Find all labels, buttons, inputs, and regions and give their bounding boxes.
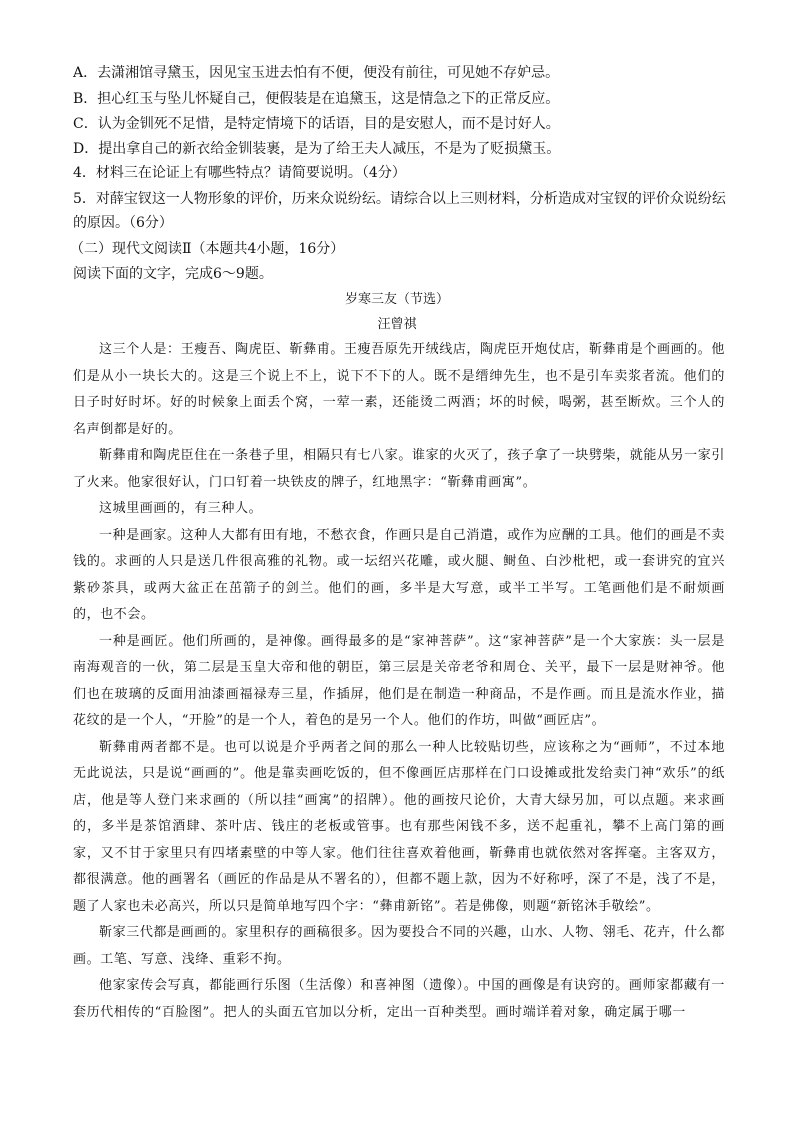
paragraph: 这城里画画的，有三种人。 (99, 501, 263, 516)
paragraph: 他家家传会写真，都能画行乐图（生活像）和喜神图（遗像）。中国的画像是有诀窍的。画师家都藏有一套历代相传的“百脸图”。把人的头面五官加以分析，定出一百种类型。画时端详着对象，确定属于哪一 (73, 978, 725, 1020)
paragraph: 靳彝甫两者都不是。也可以说是介乎两者之间的那么一种人比较贴切些，应该称之为“画师”，不过本地无此说法，只是说“画画的”。他是靠卖画吃饭的，但不像画匠店那样在门口设摊或批发给卖门神“欢乐”的纸店，他是等人登门来求画的（所以挂“画寓”的招牌）。他的画按尺论价，大青大绿另加，可以点题。来求画的，多半是茶馆酒肆、茶叶店、钱庄的老板或管事。也有那些闲钱不多，送不起重礼，攀不上高门第的画家，又不甘于家里只有四堵素壁的中等人家。他们往往喜欢着他画，靳彝甫也就依然对客挥毫。主客双方，都很满意。他的画署名（画匠的作品是从不署名的），但都不题上款，因为不好称呼，深了不是，浅了不是，题了人家也未必高兴，所以只是简单地写四个字：“彝甫新铭”。若是佛像，则题“新铭沐手敬绘”。 (73, 739, 725, 914)
paragraph: 靳彝甫和陶虎臣住在一条巷子里，相隔只有七八家。谁家的火灭了，孩子拿了一块劈柴，就能从另一家引了火来。他家很好认，门口钉着一块铁皮的牌子，红地黑字：“靳彝甫画寓”。 (73, 448, 725, 490)
article-title: 岁寒三友（节选） (344, 292, 449, 307)
paragraph: 一种是画家。这种人大都有田有地，不愁衣食，作画只是自己消遣，或作为应酬的工具。他们的画是不卖钱的。求画的人只是送几件很高雅的礼物。或一坛绍兴花雕，或火腿、鲥鱼、白沙枇杷，或一套讲究的宜兴紫砂茶具，或两大盆正在茁箭子的剑兰。他们的画，多半是大写意，或半工半写。工笔画他们是不耐烦画的，也不会。 (73, 527, 725, 622)
question-4: 4．材料三在论证上有哪些特点？请简要说明。（4分） (73, 165, 406, 181)
option-a: A．去潇湘馆寻黛玉，因见宝玉进去怕有不便，便没有前往，可见她不存妒忌。 (73, 65, 560, 81)
section-heading: （二）现代文阅读Ⅱ（本题共4小题，16分） (70, 241, 345, 257)
section-instruction: 阅读下面的文字，完成6～9题。 (73, 266, 273, 282)
paragraph: 靳家三代都是画画的。家里积存的画稿很多。因为要投合不同的兴趣，山水、人物、翎毛、花卉，什么都画。工笔、写意、浅绛、重彩不拘。 (73, 925, 725, 967)
option-b: B．担心红玉与坠儿怀疑自己，便假装是在追黛玉，这是情急之下的正常反应。 (73, 91, 560, 107)
option-d: D．提出拿自己的新衣给金钏装裹，是为了给王夫人减压，不是为了贬损黛玉。 (73, 141, 561, 157)
option-c: C．认为金钏死不足惜，是特定情境下的话语，目的是安慰人，而不是讨好人。 (73, 116, 560, 132)
article-body (73, 337, 725, 1026)
article-author: 汪曾祺 (377, 317, 417, 332)
paragraph: 这三个人是：王瘦吾、陶虎臣、靳彝甫。王瘦吾原先开绒线店，陶虎臣开炮仗店，靳彝甫是个画画的。他们是从小一块长大的。这是三个说上不上，说下不下的人。既不是缙绅先生，也不是引车卖浆者流。他们的日子时好时坏。好的时候象上面丢个窝，一荤一素，还能烫二两酒；坏的时候，喝粥，甚至断炊。三个人的名声倒都是好的。 (73, 342, 725, 437)
question-5: 5．对薛宝钗这一人物形象的评价，历来众说纷纭。请综合以上三则材料，分析造成对宝钗的评价众说纷纭的原因。（6分） (73, 191, 726, 231)
paragraph: 一种是画匠。他们所画的，是神像。画得最多的是“家神菩萨”。这“家神菩萨”是一个大家族：头一层是南海观音的一伙，第二层是玉皇大帝和他的朝臣，第三层是关帝老爷和周仓、关平，最下一层是财神爷。他们也在玻璃的反面用油漆画福禄寿三星，作插屏，他们是在制造一种商品，不是作画。而且是流水作业，描花纹的是一个人，“开脸”的是一个人，着色的是另一个人。他们的作坊，叫做“画匠店”。 (73, 633, 725, 728)
